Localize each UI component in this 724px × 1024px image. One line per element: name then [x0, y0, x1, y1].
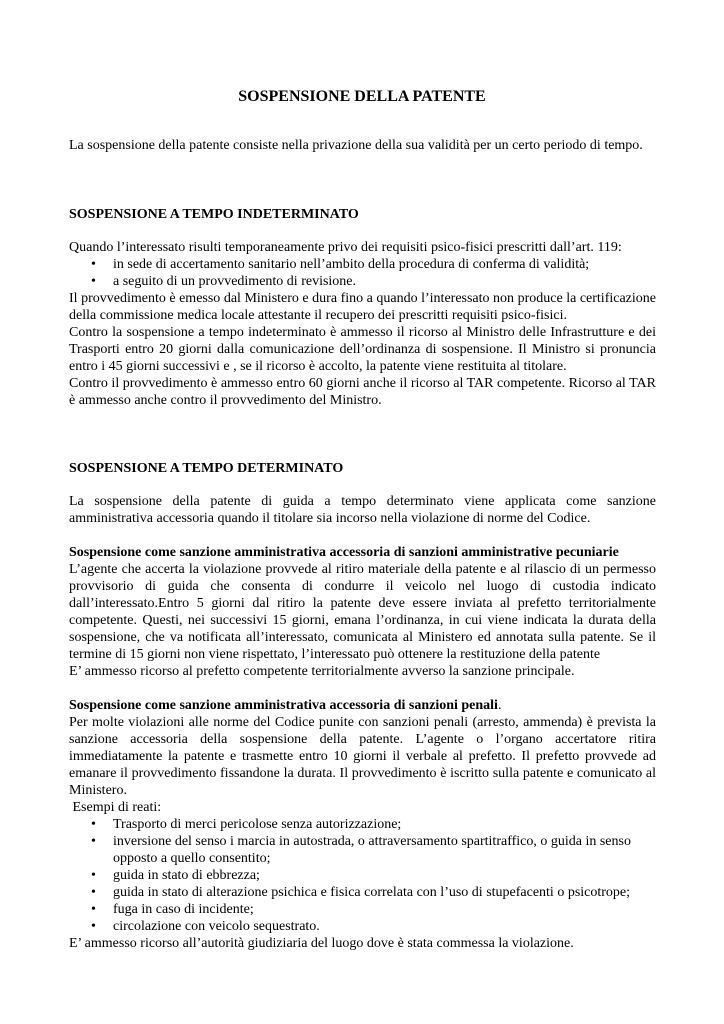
sub1-heading: Sospensione come sanzione amministrativa accessoria di sanzioni amministrative pecuniarie — [69, 545, 619, 560]
list-item: • circolazione con veicolo sequestrato. — [69, 918, 656, 935]
list-item: • Trasporto di merci pericolose senza autorizzazione; — [69, 816, 656, 833]
sub1-paragraph-1: L’agente che accerta la violazione provvede al ritiro materiale della patente e al rilascio di un permesso provvisorio di guida che consenta di condurre il veicolo nel luogo di custodia indicato dall’interessato.Entro 5 giorni dal ritiro la patente deve essere inviata al prefetto territorialmente competente. Questi, nei successivi 15 giorni, emana l’ordinanza, in cui viene indicata la durata della sospensione, che va notificata all’interessato, comunicata al Ministero ed annotata sulla patente. Se il termine di 15 giorni non viene rispettato, l’interessato può ottenere la restituzione della patente — [69, 562, 656, 662]
list-item: • fuga in caso di incidente; — [69, 901, 656, 918]
sub2-heading: Sospensione come sanzione amministrativa accessoria di sanzioni penali — [69, 698, 498, 713]
list-item: • in sede di accertamento sanitario nell’ambito della procedura di conferma di validità; — [69, 256, 656, 273]
indeterminato-lead: Quando l’interessato risulti temporaneamente privo dei requisiti psico-fisici prescritti dall’art. 119: — [69, 240, 622, 255]
sub2-examples-label: Esempi di reati: — [69, 800, 162, 815]
determinato-heading: SOSPENSIONE A TEMPO DETERMINATO — [69, 461, 344, 476]
determinato-section — [69, 460, 656, 952]
sub2-examples-list — [69, 816, 656, 935]
sub2-paragraph-1: Per molte violazioni alle norme del Codice punite con sanzioni penali (arresto, ammenda) è prevista la sanzione accessoria della sospensione della patente. L’agente o l’organo accertatore ritira immediatamente la patente e trasmette entro 10 giorni il verbale al prefetto. Il prefetto provvede ad emanare il provvedimento fissandone la durata. Il provvedimento è iscritto sulla patente e comunicato al Ministero. — [69, 715, 656, 798]
indeterminato-paragraph-1: Il provvedimento è emesso dal Ministero e dura fino a quando l’interessato non produce la certificazione della commissione medica locale attestante il recupero dei prescritti requisiti psico-fisici. — [69, 291, 656, 323]
list-item: • guida in stato di ebbrezza; — [69, 867, 656, 884]
indeterminato-heading: SOSPENSIONE A TEMPO INDETERMINATO — [69, 207, 359, 222]
indeterminato-paragraph-3: Contro il provvedimento è ammesso entro 60 giorni anche il ricorso al TAR competente. Ricorso al TAR è ammesso anche contro il provvedimento del Ministro. — [69, 376, 656, 408]
sub1-paragraph-2: E’ ammesso ricorso al prefetto competente territorialmente avverso la sanzione principale. — [69, 664, 575, 679]
list-item: • a seguito di un provvedimento di revisione. — [69, 273, 656, 290]
list-item: • guida in stato di alterazione psichica e fisica correlata con l’uso di stupefacenti o psicotrope; — [69, 884, 656, 901]
indeterminato-bullet-list — [69, 256, 656, 290]
determinato-intro: La sospensione della patente di guida a tempo determinato viene applicata come sanzione amministrativa accessoria quando il titolare sia incorso nella violazione di norme del Codice. — [69, 494, 656, 526]
document-title: SOSPENSIONE DELLA PATENTE — [238, 88, 486, 105]
indeterminato-paragraph-2: Contro la sospensione a tempo indeterminato è ammesso il ricorso al Ministro delle Infrastrutture e dei Trasporti entro 20 giorni dalla comunicazione dell’ordinanza di sospensione. Il Ministro si pronuncia entro i 45 giorni successivi e , se il ricorso è accolto, la patente viene restituita al titolare. — [69, 325, 656, 374]
sub2-closing: E’ ammesso ricorso all’autorità giudiziaria del luogo dove è stata commessa la violazione. — [69, 936, 574, 951]
intro-paragraph: La sospensione della patente consiste nella privazione della sua validità per un certo periodo di tempo. — [69, 138, 643, 153]
sub2-heading-suffix: . — [497, 698, 502, 713]
indeterminato-section — [69, 206, 656, 409]
list-item: • inversione del senso i marcia in autostrada, o attraversamento spartitraffico, o guida in senso opposto a quello consentito; — [69, 833, 656, 867]
intro-section — [69, 137, 656, 154]
sub2-heading-line — [69, 697, 656, 714]
